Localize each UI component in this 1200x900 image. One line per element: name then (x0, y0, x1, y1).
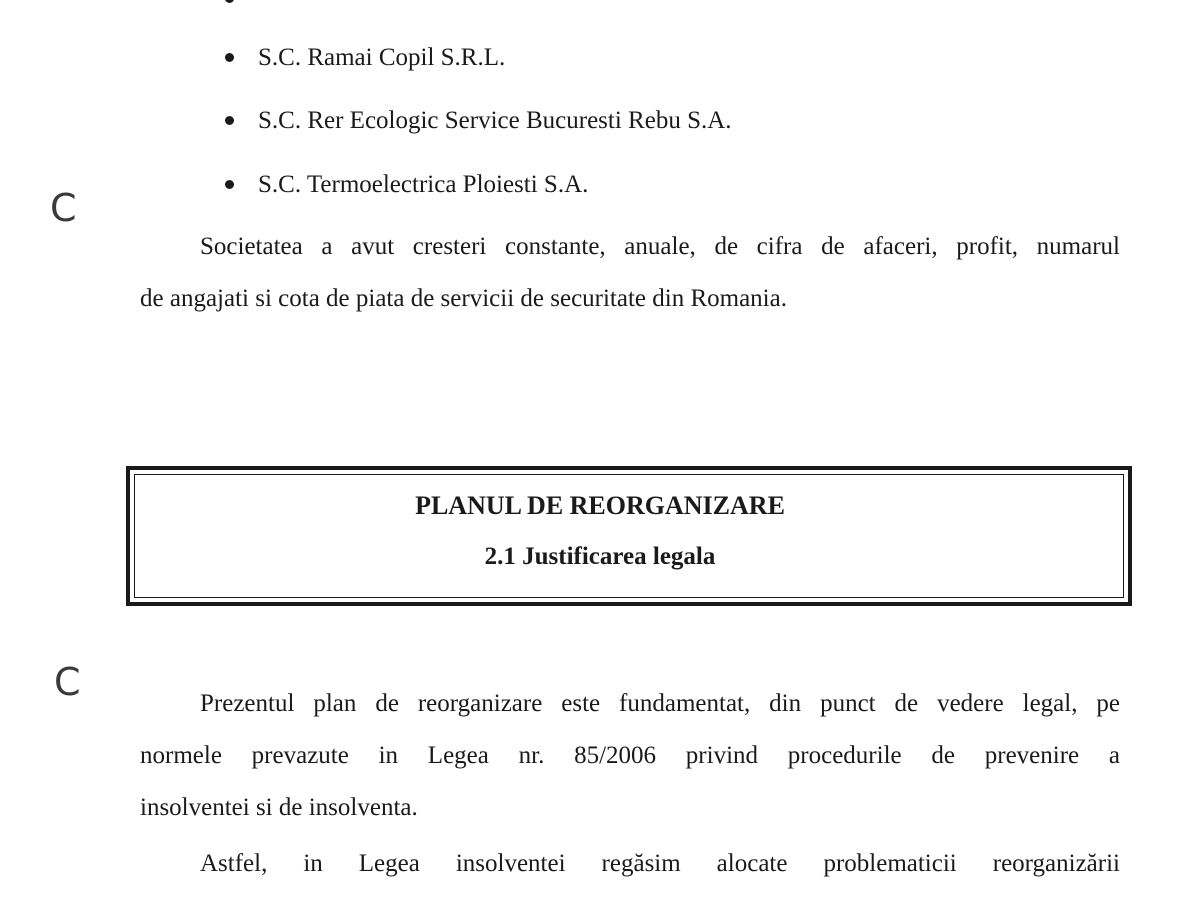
bullet-dot (225, 53, 234, 62)
punch-hole-mark: C (50, 186, 77, 230)
bullet-dot (225, 116, 234, 125)
list-item-text: S.C. Ramai Copil S.R.L. (258, 44, 506, 71)
paragraph-line: normele prevazute in Legea nr. 85/2006 privind procedurile de prevenire a (140, 742, 1120, 769)
bullet-dot (225, 180, 234, 189)
list-item-text: S.C. Termoelectrica Ploiesti S.A. (258, 171, 589, 198)
paragraph (140, 221, 1120, 325)
list-item (225, 170, 588, 200)
paragraph (140, 838, 1120, 890)
paragraph-line: insolventei si de insolventa. (140, 794, 418, 821)
punch-hole-mark: C (54, 660, 81, 704)
paragraph-line: Societatea a avut cresteri constante, anuale, de cifra de afaceri, profit, numarul (200, 233, 1120, 260)
paragraph-line: Prezentul plan de reorganizare este fundamentat, din punct de vedere legal, pe (200, 690, 1120, 717)
section-heading-box (126, 466, 1132, 606)
list-item-cut-off (225, 0, 658, 12)
paragraph (140, 678, 1120, 834)
section-subtitle: 2.1 Justificarea legala (484, 543, 716, 570)
list-item (225, 43, 505, 73)
list-item (225, 106, 732, 136)
paragraph-line: de angajati si cota de piata de servicii de securitate din Romania. (140, 285, 787, 312)
section-title: PLANUL DE REORGANIZARE (415, 491, 785, 520)
paragraph-line: Astfel, in Legea insolventei regăsim alocate problematicii reorganizării (200, 850, 1120, 877)
list-item-text: S.C. Rer Ecologic Service Bucuresti Rebu S.A. (258, 107, 732, 134)
